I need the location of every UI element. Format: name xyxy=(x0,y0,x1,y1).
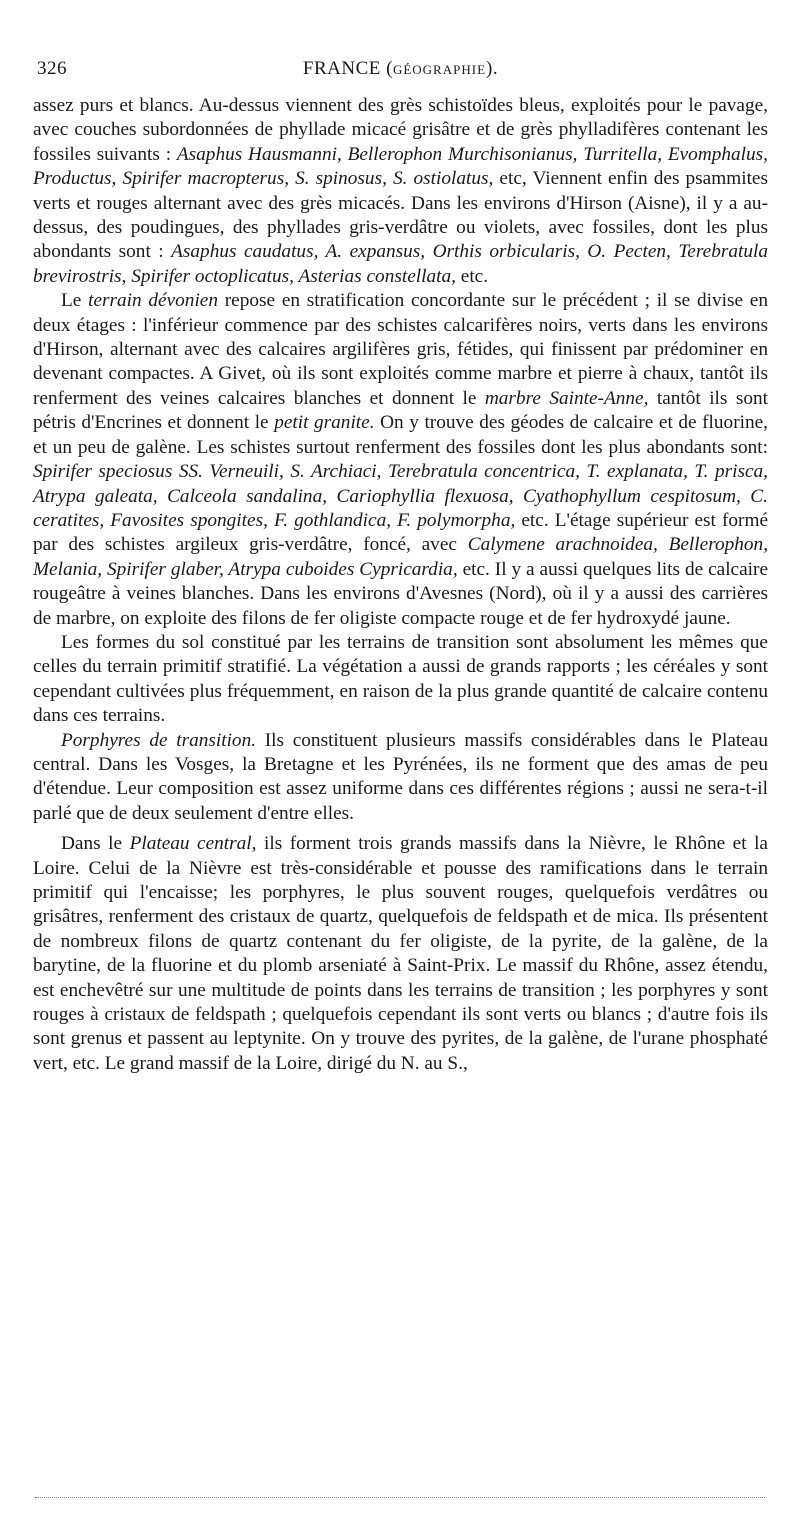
paragraph xyxy=(33,729,768,827)
paragraph xyxy=(33,94,768,289)
text-run: Les formes du sol constitué par les terrains de transition sont absolument les mêmes que celles du terrain primitif stratifié. La végétation a aussi de grands rapports ; les céréales y sont cependant cultivées plus fréquemment, en raison de la plus grande quantité de calcaire contenu dans ces terrains. xyxy=(33,631,768,727)
italic-run: Asaphus caudatus, A. expansus, Orthis orbicularis, O. Pecten, Terebratula brevirostris, Spirifer octoplicatus, Asterias constellata, xyxy=(33,241,768,287)
body-text xyxy=(33,94,768,1076)
paragraph xyxy=(33,832,768,1076)
text-run: assez purs et blancs. Au-dessus viennent des grès schistoïdes bleus, exploités pour le pavage, avec couches subordonnées de phyllade micacé grisâtre et de grès phylladifères contenant les fossiles suivants : xyxy=(33,95,768,165)
running-title xyxy=(33,58,768,80)
text-run: On y trouve des géodes de calcaire et de fluorine, et un peu de galène. Les schistes surtout renferment des fossiles dont les plus abondants sont: xyxy=(33,412,768,458)
text-run: etc. xyxy=(455,265,489,287)
page-header xyxy=(33,58,768,94)
italic-run: petit granite. xyxy=(274,412,375,434)
italic-run: marbre Sainte-Anne, xyxy=(484,387,649,409)
italic-run: Plateau central, xyxy=(129,833,257,855)
italic-run: Calymene arachnoidea, Bellerophon, Melania, Spirifer glaber, Atrypa cuboides Cypricardia, xyxy=(33,534,769,580)
text-run: etc, Viennent enfin des psammites verts et rouges alternant avec des grès micacés. Dans les environs d'Hirson (Aisne), il y a au-dessus, des poudingues, des phyllades gris-verdâtre ou violets, avec fossiles, dont les plus abondants sont : xyxy=(33,168,768,263)
text-run: repose en stratification concordante sur le précédent ; il se divise en deux étages : l'inférieur commence par des schistes calcarifères noirs, verts dans les environs d'Hirson, alternant avec des calcaires argilifères gris, fétides, qui finissent par prédominer en devenant compactes. A Givet, où ils sont exploités comme marbre et pierre à chaux, tantôt ils renferment des veines calcaires blanches et donnent le xyxy=(33,290,768,409)
running-title-main: FRANCE ( xyxy=(302,58,393,79)
italic-run: terrain dévonien xyxy=(88,290,218,312)
italic-run: Asaphus Hausmanni, Bellerophon Murchisonianus, Turritella, Evomphalus, Productus, Spirifer macropterus, S. spinosus, S. ostiolatus, xyxy=(33,143,768,190)
text-run: etc. L'étage supérieur est formé par des schistes argileux gris-verdâtre, foncé, avec xyxy=(33,509,769,556)
italic-run: Spirifer speciosus SS. Verneuili, S. Archiaci, Terebratula concentrica, T. explanata, T. prisca, Atrypa galeata, Calceola sandalina, Cariophyllia flexuosa, Cyathophyllum cespitosum, C. ceratites, Favosites spongites, F. gothlandica, F. polymorpha, xyxy=(33,461,768,531)
running-title-close: ). xyxy=(486,58,499,79)
text-run: Dans le xyxy=(61,833,130,855)
paragraph xyxy=(33,289,768,631)
text-run: etc. Il y a aussi quelques lits de calcaire rougeâtre à veines blanches. Dans les environs d'Avesnes (Nord), où il y a aussi des carrières de marbre, on exploite des filons de fer oligiste compacte rouge et de fer hydroxydé jaune. xyxy=(33,558,769,629)
footer-dotted-rule xyxy=(35,1497,765,1498)
text-run: tantôt ils sont pétris d'Encrines et donnent le xyxy=(33,387,768,434)
text-run: ils forment trois grands massifs dans la Nièvre, le Rhône et la Loire. Celui de la Nièvre est très-considérable et pousse des ramifications dans le terrain primitif qui l'encaisse; les porphyres, le plus souvent rouges, quelquefois verdâtres ou grisâtres, renferment des cristaux de quartz, quelquefois de feldspath et de mica. Ils présentent de nombreux filons de quartz contenant du fer oligiste, de la pyrite, de la galène, de la barytine, de la fluorine et du plomb arseniaté à Saint-Prix. Le massif du Rhône, assez étendu, est enchevêtré sur une multitude de points dans les terrains de transition ; les porphyres y sont rouges à cristaux de feldspath ; quelquefois cependant ils sont verts ou blancs ; d'autre fois ils sont grenus et passent au leptynite. On y trouve des pyrites, de la galène, de l'urane phosphaté vert, etc. Le grand massif de la Loire, dirigé du N. au S., xyxy=(33,833,768,1074)
book-page xyxy=(33,58,768,1076)
page-number: 326 xyxy=(37,58,67,79)
running-title-subject: GÉOGRAPHIE xyxy=(392,62,487,77)
italic-run: Porphyres de transition. xyxy=(61,729,257,751)
text-run: Le xyxy=(61,290,89,312)
text-run: Ils constituent plusieurs massifs considérables dans le Plateau central. Dans les Vosges, la Bretagne et les Pyrénées, ils ne forment que des amas de peu d'étendue. Leur composition est assez uniforme dans ces différentes régions ; aussi ne sera-t-il parlé que de deux seulement d'entre elles. xyxy=(33,729,768,824)
paragraph xyxy=(33,631,768,729)
